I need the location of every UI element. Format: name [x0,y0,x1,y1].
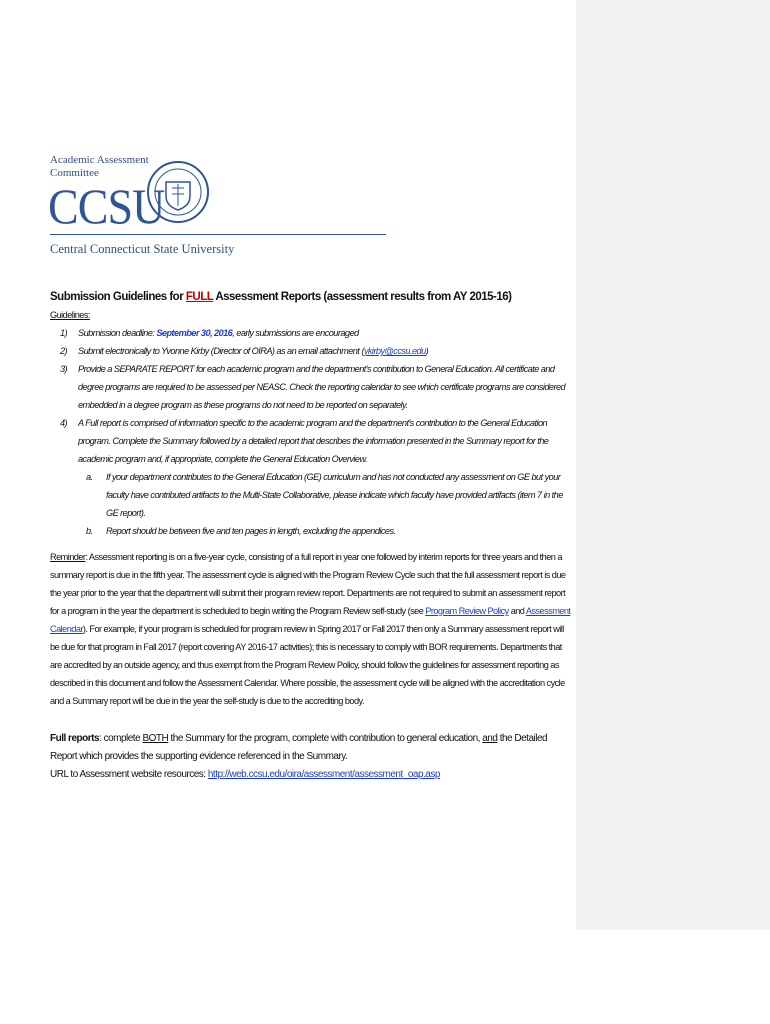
list-item [50,468,572,522]
guidelines-sublist [50,468,572,540]
list-item-text: ) [425,346,429,356]
title-full-word: FULL [185,291,214,303]
sublist-item-letter: a. [86,472,93,482]
reminder-text: ). For example, if your program is scheduled for program review in Spring 2017 or Fall 2017 then only a Summary assessment report will be due for that program in Fall 2017 (report covering AY 2016-17 activities); this is necessary to comply with BOR requirements. Departments that are accredited by an outside agency, and thus exempt from the Program Review Policy, should follow the guidelines for assessment reporting as described in this document and follow the Assessment Calendar. Where possible, the assessment cycle will be aligned with the accreditation cycle and a Summary report will be due in the year the self-study is due to the accrediting body. [50,624,565,706]
list-item-number: 4) [60,418,68,428]
reminder-text: : Assessment reporting is on a five-year cycle, consisting of a full report in year one followed by interim reports for three years and then a summary report is due in the fifth year. The assessment cycle is aligned with the Program Review Cycle such that the full assessment report is due the year prior to the year that the department will submit their program review report. Departments are not required to submit an assessment report for a program in the year the department is scheduled to begin writing the Program Review self-study (see [50,552,566,616]
list-item [50,522,572,540]
list-item [50,414,572,468]
list-item-text: Provide a SEPARATE REPORT for each academic program and the department's contribution to General Education. All certificate and degree programs are required to be assessed per NEASC. Check the reporting calendar to see which certificate programs are considered embedded in a degree program as these programs do not need to be reported on separately. [78,364,566,410]
program-review-policy-link[interactable]: Program Review Policy [425,606,509,616]
url-label: URL to Assessment website resources: [50,769,208,780]
document-body [50,288,572,784]
reminder-text: and [508,606,526,616]
logo-rule [50,234,386,235]
full-reports-text: the Detailed Report which provides the supporting evidence referenced in the Summary. [50,733,548,762]
full-reports-text: the Summary for the program, complete with contribution to general education, [168,733,483,744]
ccsu-logo [50,154,390,264]
university-seal-icon [146,160,210,224]
list-item [50,324,572,342]
list-item-text: Submission deadline: [78,328,157,338]
list-item-text: If your department contributes to the General Education (GE) curriculum and has not conducted any assessment on GE but your faculty have contributed artifacts to the Multi-State Collaborative, please indicate which faculty have provided artifacts (item 7 in the GE report). [106,472,563,518]
list-item-text: Submit electronically to Yvonne Kirby (Director of OIRA) as an email attachment ( [78,346,364,356]
logo-university-name: Central Connecticut State University [50,242,235,256]
full-reports-both: BOTH [142,733,169,744]
full-reports-label: Full reports [50,733,100,744]
list-item-text: Report should be between five and ten pages in length, excluding the appendices. [106,526,396,536]
logo-wordmark: CCSU [48,178,165,234]
page-title [50,288,572,306]
logo-org-line2: Committee [50,167,99,179]
guidelines-label: Guidelines: [50,310,90,320]
guidelines-list [50,324,572,468]
logo-org-line1: Academic Assessment [50,154,149,166]
list-item [50,360,572,414]
full-reports-and: and [482,733,498,744]
deadline-date: September 30, 2016 [156,328,233,338]
list-item-number: 1) [60,328,68,338]
list-item-number: 2) [60,346,68,356]
title-suffix: Assessment Reports (assessment results from AY 2015-16) [213,291,512,303]
email-link[interactable]: ykirby@ccsu.edu [363,346,426,356]
list-item-text: , early submissions are encouraged [232,328,359,338]
reminder-paragraph [50,548,572,710]
assessment-website-link[interactable]: http://web.ccsu.edu/oira/assessment/assessment_oap.asp [207,769,440,780]
list-item-number: 3) [60,364,68,374]
full-reports-paragraph [50,730,572,784]
list-item [50,342,572,360]
assessment-calendar-link[interactable]: Assessment Calendar [50,606,571,634]
sublist-item-letter: b. [86,526,93,536]
comment-pane [576,0,770,930]
full-reports-text: : complete [99,733,143,744]
reminder-label: Reminder [50,552,86,562]
title-prefix: Submission Guidelines for [50,291,186,303]
list-item-text: A Full report is comprised of information specific to the academic program and the department's contribution to the General Education program. Complete the Summary followed by a detailed report that describes the information presented in the Summary report for the academic program and, if appropriate, complete the General Education Overview. [78,418,549,464]
